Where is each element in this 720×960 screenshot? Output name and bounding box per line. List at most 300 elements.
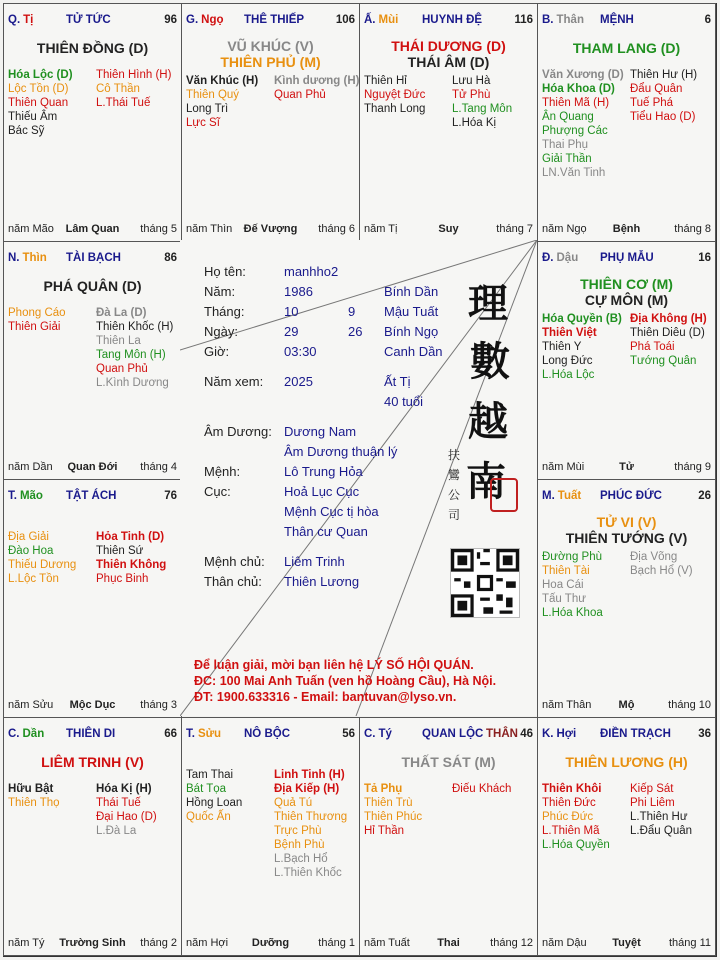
minor-stars-right (96, 68, 171, 110)
than-note: Thân cư Quan (284, 524, 368, 539)
star-giai-than: Giải Thần (542, 153, 592, 165)
cuc-value: Hoả Lục Cục (284, 484, 360, 499)
palace-name: TẬT ÁCH (66, 490, 117, 502)
palace-age: 26 (698, 490, 711, 502)
cuc-note: Mệnh Cục tị hòa (284, 504, 379, 519)
star-tieu-hao-d: Tiểu Hao (D) (630, 111, 696, 123)
star-l-thien-khoc: L.Thiên Khốc (274, 867, 342, 879)
star-hoa-loc-d: Hóa Lộc (D) (8, 69, 73, 81)
star-thien-hi: Thiên Hỉ (364, 75, 407, 87)
palace-header (542, 14, 711, 28)
star-truc-phu: Trực Phù (274, 825, 322, 837)
star-l-hoa-khoa: L.Hóa Khoa (542, 607, 603, 619)
month-canchi: Mậu Tuất (384, 304, 439, 319)
year-label: năm Mão (8, 223, 54, 235)
star-tau-thu: Tấu Thư (542, 593, 586, 605)
star-van-xuong-d: Văn Xương (D) (542, 69, 624, 81)
star-l-dau-quan: L.Đẩu Quân (630, 825, 693, 837)
palace-footer (364, 937, 533, 951)
star-thien-thuong: Thiên Thương (274, 811, 348, 823)
palace-footer (8, 699, 177, 713)
palace-phuc-duc[interactable] (537, 479, 716, 718)
palace-position-letter: G. (186, 14, 199, 26)
star-tue-pha: Tuế Phá (630, 97, 674, 109)
month-label: tháng 3 (140, 699, 177, 711)
star-quoc-an: Quốc Ấn (186, 811, 231, 823)
palace-branch: Thìn (22, 252, 47, 264)
star-dieu-khach: Điếu Khách (452, 783, 512, 795)
year-canchi: Bính Dần (384, 284, 439, 299)
palace-position-letter: Q. (8, 14, 21, 26)
minor-stars-left (364, 74, 425, 116)
palace-footer (8, 223, 177, 237)
life-stage: Đế Vượng (243, 223, 298, 235)
star-thien-phuc: Thiên Phúc (364, 811, 423, 823)
star-dai-hao-d: Đại Hao (D) (96, 811, 157, 823)
palace-age: 86 (164, 252, 177, 264)
palace-position-letter: C. (8, 728, 20, 740)
star-thieu-am: Thiếu Âm (8, 111, 58, 123)
day-label: Ngày: (204, 324, 238, 339)
palace-position-letter: Ấ. (364, 14, 376, 26)
palace-branch: Mão (19, 490, 43, 502)
palace-position-letter: N. (8, 252, 20, 264)
star-thien-khong: Thiên Không (96, 559, 167, 571)
palace-name: TÀI BẠCH (66, 252, 121, 264)
view-year-value: 2025 (284, 374, 313, 389)
minor-stars-right (452, 74, 512, 130)
main-star: THAM LANG (D) (572, 40, 681, 56)
minor-stars-left (8, 306, 66, 334)
year-label: năm Mùi (542, 461, 585, 473)
star-dia-giai: Địa Giải (8, 531, 49, 543)
month-label: tháng 9 (674, 461, 711, 473)
day-canchi: Bính Ngọ (384, 324, 439, 339)
star-thien-tho: Thiên Thọ (8, 797, 60, 809)
qr-code[interactable] (450, 548, 520, 618)
palace-header (186, 728, 355, 742)
palace-name: PHÚC ĐỨC (600, 490, 662, 502)
palace-tat-ach[interactable] (3, 479, 182, 718)
star-phong-cao: Phong Cáo (8, 307, 66, 319)
palace-tu-tuc[interactable] (3, 3, 182, 242)
star-l-thien-hu: L.Thiên Hư (630, 811, 688, 823)
star-tang-mon-h: Tang Môn (H) (96, 349, 166, 361)
month-label: tháng 12 (490, 937, 533, 949)
than-marker: THÂN (486, 728, 518, 740)
star-bac-sy: Bác Sỹ (8, 125, 45, 137)
star-l-loc-ton: L.Lộc Tồn (8, 573, 59, 585)
star-hoa-cai: Hoa Cái (542, 579, 584, 591)
palace-age: 16 (698, 252, 711, 264)
star-thien-tai: Thiên Tài (542, 565, 590, 577)
age-value: 40 tuổi (384, 394, 424, 409)
palace-header (186, 14, 355, 28)
star-dia-khong-h: Địa Không (H) (630, 313, 707, 325)
year-value: 1986 (284, 284, 313, 299)
palace-age: 76 (164, 490, 177, 502)
star-loc-ton-d: Lộc Tồn (D) (8, 83, 69, 95)
star-thien-viet: Thiên Việt (542, 327, 597, 339)
main-star: THIÊN PHỦ (M) (220, 54, 321, 70)
star-phuc-duc: Phúc Đức (542, 811, 594, 823)
minor-stars-left (8, 68, 73, 138)
main-star: THÁI ÂM (D) (407, 54, 490, 70)
star-huu-bat: Hữu Bật (8, 783, 54, 795)
star-hi-than: Hỉ Thần (364, 825, 405, 837)
palace-name: THIÊN DI (66, 728, 116, 740)
minor-stars-left (186, 74, 258, 130)
star-l-hoa-ki: L.Hóa Kị (452, 117, 497, 129)
life-stage: Lâm Quan (65, 223, 120, 235)
palace-footer (8, 937, 177, 951)
star-thien-giai: Thiên Giải (8, 321, 61, 333)
center-info-panel (180, 240, 537, 716)
palace-no-boc[interactable] (181, 717, 360, 956)
life-stage: Bệnh (612, 223, 641, 235)
palace-name: THÊ THIẾP (244, 14, 305, 26)
minor-stars-left (542, 550, 603, 620)
name-label: Họ tên: (204, 264, 246, 279)
life-stage: Tuyệt (612, 937, 641, 949)
contact-line-2: ĐC: 100 Mai Anh Tuấn (ven hồ Hoàng Cầu), Hà Nội. (194, 674, 497, 688)
cuc-label: Cục: (204, 484, 231, 499)
year-label: năm Thân (542, 699, 592, 711)
palace-name: PHỤ MẪU (600, 252, 654, 264)
palace-position-letter: B. (542, 14, 554, 26)
palace-header (542, 252, 711, 266)
main-star: THIÊN ĐỒNG (D) (36, 40, 149, 56)
menh-chu-label: Mệnh chủ: (204, 554, 265, 569)
menh-chu-value: Liêm Trinh (284, 554, 345, 569)
star-thien-y: Thiên Y (542, 341, 582, 353)
main-star: VŨ KHÚC (V) (227, 38, 314, 54)
star-thien-tru: Thiên Trù (364, 797, 413, 809)
life-stage: Tử (619, 461, 634, 473)
palace-footer (8, 461, 177, 475)
star-l-thien-ma: L.Thiên Mã (542, 825, 600, 837)
month-label: tháng 2 (140, 937, 177, 949)
palace-header (364, 14, 533, 28)
main-star: THÁI DƯƠNG (D) (391, 38, 506, 54)
palace-thien-di[interactable] (3, 717, 182, 956)
star-thien-quy: Thiên Quý (186, 89, 240, 101)
minor-stars-left (364, 782, 422, 838)
calligraphy-char-4: 南 (466, 458, 506, 505)
star-dia-vong: Địa Võng (630, 551, 678, 563)
palace-branch: Dần (22, 728, 45, 740)
star-l-kinh-duong: L.Kình Dương (96, 377, 169, 389)
star-thai-tue: Thái Tuế (96, 797, 141, 809)
star-thien-hu-h: Thiên Hư (H) (630, 69, 698, 81)
star-long-duc: Long Đức (542, 355, 593, 367)
star-thien-khoi: Thiên Khôi (542, 783, 602, 795)
palace-name: MỆNH (600, 14, 634, 26)
palace-age: 56 (342, 728, 355, 740)
palace-tai-bach[interactable] (3, 241, 182, 480)
life-stage: Thai (437, 937, 460, 949)
star-quan-phu: Quan Phủ (274, 89, 326, 101)
year-label: năm Tý (8, 937, 45, 949)
palace-footer (542, 223, 711, 237)
palace-footer (542, 937, 711, 951)
year-label: năm Ngọ (542, 223, 587, 235)
minor-stars-left (8, 782, 60, 810)
month-solar: 10 (284, 304, 299, 319)
star-hoa-khoa-d: Hóa Khoa (D) (542, 83, 615, 95)
amduong-note: Âm Dương thuận lý (284, 444, 398, 459)
hour-label: Giờ: (204, 344, 230, 359)
palace-name: HUYNH ĐỆ (422, 14, 483, 26)
star-l-hoa-quyen: L.Hóa Quyền (542, 839, 610, 851)
main-star: THẤT SÁT (M) (401, 754, 496, 770)
minor-stars-left (186, 768, 242, 824)
star-thien-quan: Thiên Quan (8, 97, 69, 109)
main-star: LIÊM TRINH (V) (41, 754, 144, 770)
contact-line-3: ĐT: 1900.633316 - Email: bantuvan@lyso.vn. (194, 690, 457, 704)
main-star: THIÊN LƯƠNG (H) (565, 754, 688, 770)
star-phuc-binh: Phục Binh (96, 573, 149, 585)
month-label: tháng 4 (140, 461, 177, 473)
palace-age: 46 (520, 728, 533, 740)
minor-stars-left (542, 782, 610, 852)
year-label: năm Tuất (364, 937, 410, 949)
than-chu-value: Thiên Lương (284, 574, 360, 589)
calligraphy-char-2: 數 (470, 338, 510, 385)
palace-position-letter: M. (542, 490, 555, 502)
main-star: THIÊN TƯỚNG (V) (565, 530, 688, 546)
star-bat-toa: Bát Tọa (186, 783, 227, 795)
palace-header (8, 490, 177, 504)
palace-footer (542, 699, 711, 713)
star-thien-la: Thiên La (96, 335, 141, 347)
minor-stars-right (96, 782, 157, 838)
palace-huynh-de[interactable] (359, 3, 538, 242)
palace-header (364, 728, 533, 742)
month-label: tháng 11 (668, 937, 711, 949)
minor-stars-right (630, 312, 707, 368)
main-star: TỬ VI (V) (596, 514, 657, 530)
palace-footer (542, 461, 711, 475)
palace-age: 96 (164, 14, 177, 26)
star-da-la-d: Đà La (D) (96, 307, 147, 319)
star-kinh-duong-h: Kình dương (H) (274, 75, 360, 87)
palace-header (542, 490, 711, 504)
star-benh-phu: Bệnh Phù (274, 839, 325, 851)
menh-value: Lô Trung Hỏa (284, 464, 363, 479)
view-year-canchi: Ất Tị (384, 374, 411, 389)
star-thien-khoc-h: Thiên Khốc (H) (96, 321, 174, 333)
star-co-than: Cô Thần (96, 83, 140, 95)
life-stage: Trường Sinh (59, 937, 126, 949)
palace-name: TỬ TỨC (66, 14, 111, 26)
palace-header (542, 728, 711, 742)
minor-stars-right (630, 550, 693, 578)
palace-branch: Thân (556, 14, 584, 26)
life-stage: Quan Đới (67, 461, 118, 473)
life-stage: Mộc Dục (69, 699, 116, 711)
star-thien-dieu-d: Thiên Diêu (D) (630, 327, 705, 339)
star-l-tang-mon: L.Tang Môn (452, 103, 513, 115)
star-an-quang: Ân Quang (542, 111, 594, 123)
year-label: năm Dần (8, 461, 53, 473)
star-thien-hinh-h: Thiên Hình (H) (96, 69, 172, 81)
palace-quan-loc[interactable] (359, 717, 538, 956)
star-van-khuc-h: Văn Khúc (H) (186, 75, 259, 87)
palace-header (8, 728, 177, 742)
year-label: năm Dậu (542, 937, 587, 949)
palace-name: QUAN LỘC (422, 728, 484, 740)
star-phi-liem: Phi Liêm (630, 797, 675, 809)
hour-canchi: Canh Dần (384, 344, 443, 359)
life-stage: Dưỡng (251, 937, 290, 949)
amduong-value: Dương Nam (284, 424, 357, 439)
palace-position-letter: K. (542, 728, 554, 740)
month-label: Tháng: (204, 304, 245, 319)
day-lunar: 26 (348, 324, 363, 339)
star-hoa-tinh-d: Hỏa Tinh (D) (96, 531, 165, 543)
palace-menh[interactable] (537, 3, 716, 242)
star-l-thai-tue: L.Thái Tuế (96, 97, 151, 109)
star-l-hoa-loc: L.Hóa Lộc (542, 369, 595, 381)
star-luc-si: Lực Sĩ (186, 117, 220, 129)
minor-stars-right (96, 306, 173, 390)
star-ta-phu: Tả Phụ (364, 783, 403, 795)
palace-branch: Mùi (378, 14, 399, 26)
calligraphy-char-3: 越 (468, 398, 508, 445)
minor-stars-right (274, 768, 347, 880)
menh-label: Mệnh: (204, 464, 241, 479)
star-nguyet-duc: Nguyệt Đức (364, 89, 426, 101)
palace-age: 36 (698, 728, 711, 740)
star-hoa-quyen-b: Hóa Quyền (B) (542, 313, 622, 325)
palace-position-letter: T. (8, 490, 17, 502)
month-label: tháng 7 (496, 223, 533, 235)
month-label: tháng 8 (674, 223, 711, 235)
palace-age: 106 (335, 14, 355, 26)
star-duong-phu: Đường Phù (542, 551, 602, 563)
month-label: tháng 10 (668, 699, 711, 711)
minor-stars-right (274, 74, 359, 102)
palace-age: 6 (704, 14, 711, 26)
minor-stars-right (452, 782, 511, 796)
minor-stars-left (542, 312, 622, 382)
year-label: năm Sửu (8, 699, 54, 711)
palace-header (8, 14, 177, 28)
star-thien-duc: Thiên Đức (542, 797, 596, 809)
palace-branch: Dậu (556, 252, 579, 264)
palace-age: 66 (164, 728, 177, 740)
palace-footer (186, 937, 355, 951)
view-year-label: Năm xem: (204, 374, 264, 389)
calligraphy-char-1: 理 (468, 280, 508, 327)
star-thieu-duong: Thiếu Dương (8, 559, 77, 571)
star-luu-ha: Lưu Hà (452, 75, 491, 87)
palace-branch: Sửu (197, 728, 221, 740)
palace-footer (364, 223, 533, 237)
main-star: PHÁ QUÂN (D) (43, 278, 142, 294)
palace-branch: Hợi (556, 728, 577, 740)
minor-stars-right (630, 68, 697, 124)
main-star: THIÊN CƠ (M) (580, 276, 673, 292)
minor-stars-left (8, 530, 76, 586)
star-thien-su: Thiên Sứ (96, 545, 144, 557)
palace-phu-mau[interactable] (537, 241, 716, 480)
star-dau-quan: Đẩu Quân (630, 83, 683, 95)
star-long-tri: Long Trì (186, 103, 229, 115)
life-stage: Mộ (618, 699, 635, 711)
palace-footer (186, 223, 355, 237)
year-label: năm Thìn (186, 223, 233, 235)
palace-header (8, 252, 177, 266)
star-thai-phu: Thai Phụ (542, 139, 589, 151)
minor-stars-right (96, 530, 166, 586)
palace-name: ĐIỀN TRẠCH (600, 728, 671, 740)
year-label: Năm: (204, 284, 236, 299)
star-tam-thai: Tam Thai (186, 769, 234, 781)
amduong-label: Âm Dương: (204, 424, 272, 439)
seal-stamp (490, 478, 518, 512)
palace-branch: Tuất (557, 490, 582, 502)
year-label: năm Tị (364, 223, 398, 235)
palace-position-letter: T. (186, 728, 195, 740)
palace-the-thiep[interactable] (181, 3, 360, 242)
palace-name: NÔ BỘC (244, 728, 290, 740)
palace-branch: Tị (23, 14, 34, 26)
day-solar: 29 (284, 324, 299, 339)
star-hoa-ki-h: Hóa Kị (H) (96, 783, 152, 795)
star-tuong-quan: Tướng Quân (630, 355, 697, 367)
month-label: tháng 6 (318, 223, 355, 235)
year-label: năm Hợi (186, 937, 229, 949)
star-dao-hoa: Đào Hoa (8, 545, 54, 557)
name-value: manhho2 (284, 264, 339, 279)
star-dia-kiep-h: Địa Kiếp (H) (274, 783, 340, 795)
palace-age: 116 (514, 14, 533, 26)
contact-line-1: Để luận giải, mời bạn liên hệ LÝ SỐ HỘI QUÁN. (194, 658, 474, 672)
month-label: tháng 5 (140, 223, 177, 235)
star-hong-loan: Hồng Loan (186, 797, 243, 809)
star-ln-van-tinh: LN.Văn Tinh (542, 167, 606, 179)
star-quan-phu: Quan Phủ (96, 363, 148, 375)
main-star: CỰ MÔN (M) (584, 292, 669, 308)
hour-value: 03:30 (284, 344, 317, 359)
star-linh-tinh-h: Linh Tinh (H) (274, 769, 345, 781)
palace-branch: Ngọ (201, 14, 224, 26)
seal-text: 扶 鸞 公 司 (448, 448, 461, 522)
star-thien-ma-h: Thiên Mã (H) (542, 97, 610, 109)
star-pha-toai: Phá Toái (630, 341, 675, 353)
life-stage: Suy (438, 223, 459, 235)
palace-position-letter: C. (364, 728, 376, 740)
palace-dien-trach[interactable] (537, 717, 716, 956)
palace-position-letter: Đ. (542, 252, 554, 264)
star-l-da-la: L.Đà La (96, 825, 137, 837)
star-kiep-sat: Kiếp Sát (630, 783, 674, 795)
than-chu-label: Thân chủ: (204, 574, 262, 589)
minor-stars-right (630, 782, 692, 838)
star-l-bach-ho: L.Bạch Hổ (274, 853, 328, 865)
star-tu-phu: Tử Phù (452, 89, 491, 101)
star-thanh-long: Thanh Long (364, 103, 426, 115)
palace-branch: Tý (378, 728, 392, 740)
month-lunar: 9 (348, 304, 356, 319)
star-qua-tu: Quả Tú (274, 797, 313, 809)
month-label: tháng 1 (318, 937, 355, 949)
star-bach-ho-v: Bạch Hổ (V) (630, 565, 693, 577)
star-phuong-cac: Phượng Các (542, 125, 608, 137)
minor-stars-left (542, 68, 624, 180)
